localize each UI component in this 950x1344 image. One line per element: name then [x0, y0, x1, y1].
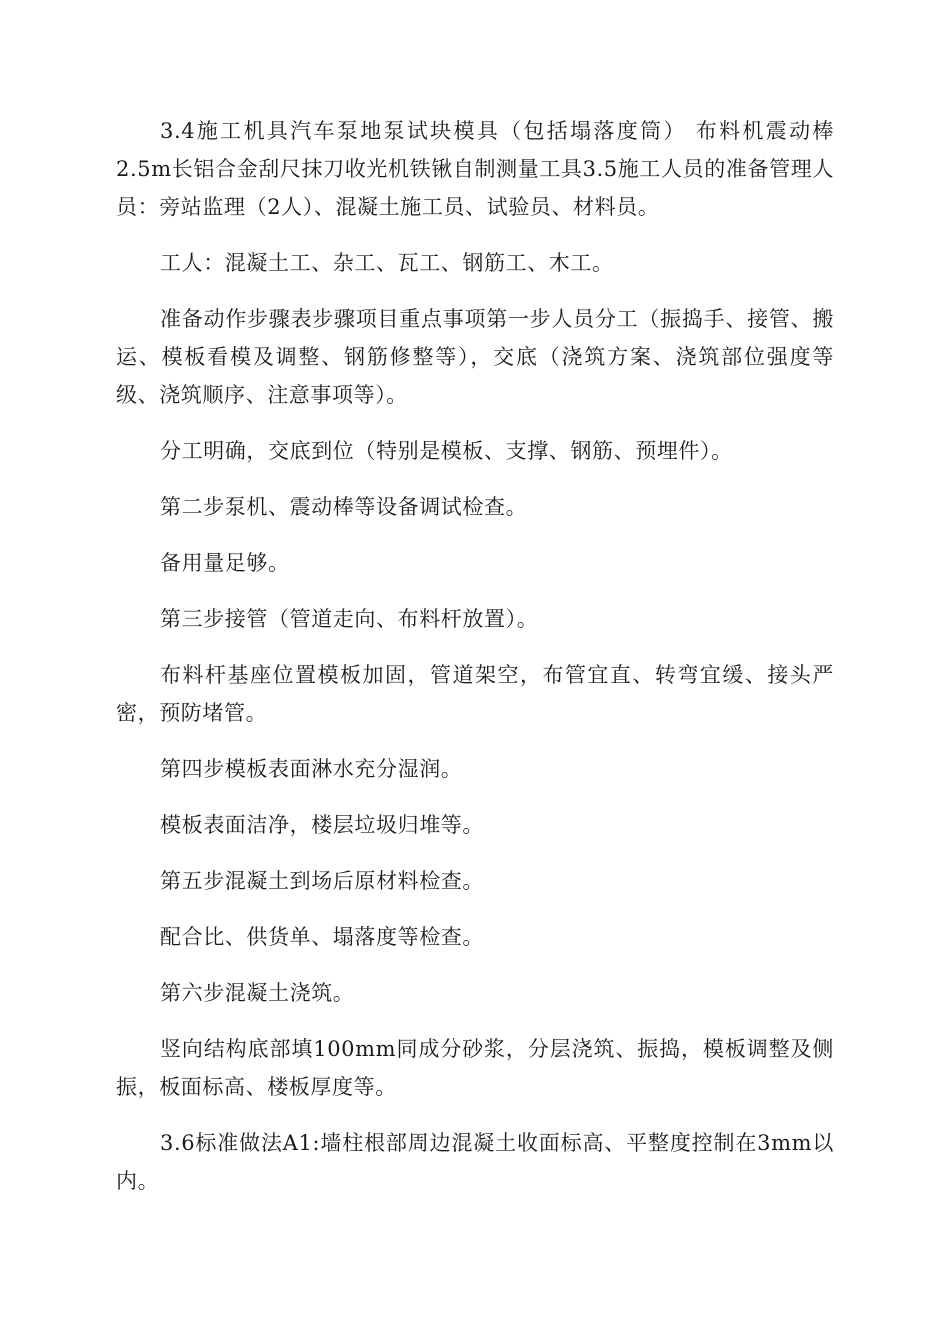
paragraph-standard-practice: 3.6标准做法A1:墙柱根部周边混凝土收面标高、平整度控制在3mm以内。 — [116, 1131, 834, 1193]
paragraph-step-three-note: 布料杆基座位置模板加固，管道架空，布管宜直、转弯宜缓、接头严密，预防堵管。 — [116, 663, 834, 725]
paragraph-step-one-note: 分工明确，交底到位（特别是模板、支撑、钢筋、预埋件）。 — [160, 439, 733, 463]
paragraph-step-four-note: 模板表面洁净，楼层垃圾归堆等。 — [160, 813, 484, 837]
paragraph-workers: 工人：混凝土工、杂工、瓦工、钢筋工、木工。 — [160, 251, 614, 275]
document-body — [116, 112, 834, 1218]
paragraph-step-five: 第五步混凝土到场后原材料检查。 — [160, 869, 484, 893]
paragraph-step-six: 第六步混凝土浇筑。 — [160, 981, 355, 1005]
paragraph-step-two-note: 备用量足够。 — [160, 551, 290, 575]
paragraph-step-two: 第二步泵机、震动棒等设备调试检查。 — [160, 495, 528, 519]
paragraph-step-three: 第三步接管（管道走向、布料杆放置）。 — [160, 607, 539, 631]
paragraph-step-one: 准备动作步骤表步骤项目重点事项第一步人员分工（振捣手、接管、搬运、模板看模及调整、钢筋修整等），交底（浇筑方案、浇筑部位强度等级、浇筑顺序、注意事项等）。 — [116, 307, 834, 407]
paragraph-step-five-note: 配合比、供货单、塌落度等检查。 — [160, 925, 484, 949]
paragraph-step-four: 第四步模板表面淋水充分湿润。 — [160, 757, 463, 781]
paragraph-tools-and-staff: 3.4施工机具汽车泵地泵试块模具（包括塌落度筒） 布料机震动棒2.5m长铝合金刮尺抹刀收光机铁锹自制测量工具3.5施工人员的准备管理人员：旁站监理（2人）、混凝土施工员、试验员、材料员。 — [116, 119, 834, 219]
paragraph-step-six-note: 竖向结构底部填100mm同成分砂浆，分层浇筑、振捣，模板调整及侧振，板面标高、楼板厚度等。 — [116, 1037, 834, 1099]
